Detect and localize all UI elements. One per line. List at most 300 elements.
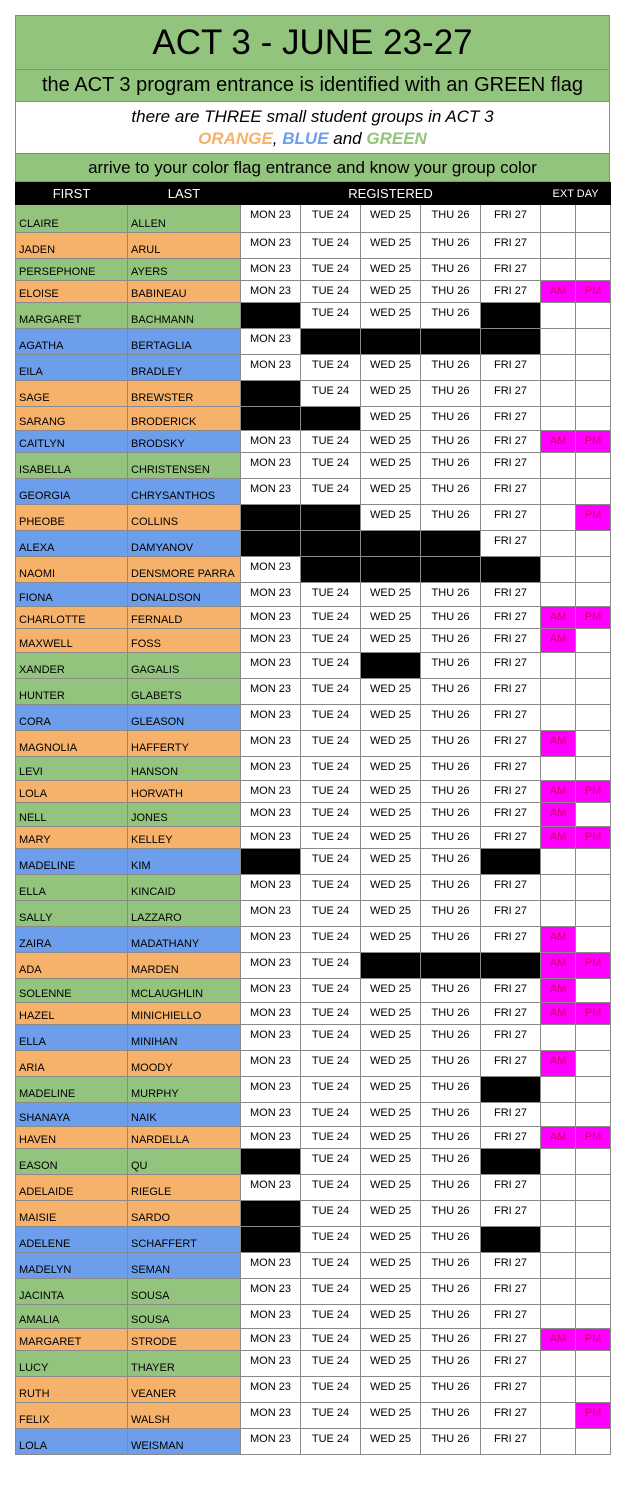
first-name-cell: JACINTA <box>16 1279 128 1305</box>
registered-day-cell: THU 26 <box>421 731 481 757</box>
registered-day-cell: TUE 24 <box>301 1127 361 1149</box>
ext-day-pm-cell <box>576 1103 611 1127</box>
table-row <box>16 453 611 479</box>
registered-day-cell: FRI 27 <box>481 731 541 757</box>
not-registered-cell <box>421 531 481 557</box>
first-name-cell: RUTH <box>16 1377 128 1403</box>
last-name-cell: GLABETS <box>128 679 241 705</box>
not-registered-cell <box>301 329 361 355</box>
registered-day-cell: TUE 24 <box>301 1103 361 1127</box>
registered-day-cell: FRI 27 <box>481 1403 541 1429</box>
registered-day-cell: WED 25 <box>361 1253 421 1279</box>
registered-day-cell: WED 25 <box>361 679 421 705</box>
registered-day-cell: TUE 24 <box>301 1305 361 1329</box>
ext-day-pm-cell <box>576 1149 611 1175</box>
groups-line-1: there are THREE small student groups in ACT 3 <box>131 107 494 126</box>
ext-day-am-cell <box>541 1377 576 1403</box>
registered-day-cell: TUE 24 <box>301 233 361 259</box>
last-name-cell: KINCAID <box>128 875 241 901</box>
ext-day-pm-cell <box>576 803 611 827</box>
table-row <box>16 1077 611 1103</box>
last-name-cell: FOSS <box>128 629 241 653</box>
registered-day-cell: FRI 27 <box>481 431 541 453</box>
last-name-cell: BACHMANN <box>128 303 241 329</box>
last-name-cell: KIM <box>128 849 241 875</box>
registered-day-cell: TUE 24 <box>301 281 361 303</box>
registered-day-cell: THU 26 <box>421 979 481 1003</box>
registered-day-cell: TUE 24 <box>301 1025 361 1051</box>
registered-day-cell: FRI 27 <box>481 653 541 679</box>
ext-day-pm-cell <box>576 453 611 479</box>
ext-day-am-cell: AM <box>541 1003 576 1025</box>
ext-day-am-cell <box>541 1351 576 1377</box>
first-name-cell: ADA <box>16 953 128 979</box>
first-name-cell: SOLENNE <box>16 979 128 1003</box>
ext-day-am-cell <box>541 757 576 781</box>
registered-day-cell: FRI 27 <box>481 1051 541 1077</box>
registered-day-cell: MON 23 <box>241 1077 301 1103</box>
registered-day-cell: WED 25 <box>361 705 421 731</box>
registered-day-cell: MON 23 <box>241 355 301 381</box>
ext-day-am-cell: AM <box>541 629 576 653</box>
registered-day-cell: FRI 27 <box>481 781 541 803</box>
registered-day-cell: MON 23 <box>241 1305 301 1329</box>
registered-day-cell: MON 23 <box>241 1051 301 1077</box>
last-name-cell: MOODY <box>128 1051 241 1077</box>
ext-day-am-cell: AM <box>541 927 576 953</box>
group-orange-label: ORANGE <box>198 129 273 148</box>
registered-day-cell: WED 25 <box>361 233 421 259</box>
last-name-cell: FERNALD <box>128 607 241 629</box>
first-name-cell: JADEN <box>16 233 128 259</box>
registered-day-cell: WED 25 <box>361 1149 421 1175</box>
registered-day-cell: WED 25 <box>361 355 421 381</box>
registered-day-cell: THU 26 <box>421 629 481 653</box>
ext-day-am-cell: AM <box>541 1127 576 1149</box>
first-name-cell: AGATHA <box>16 329 128 355</box>
ext-day-pm-cell <box>576 629 611 653</box>
table-row <box>16 329 611 355</box>
table-row <box>16 1429 611 1455</box>
first-name-cell: LOLA <box>16 781 128 803</box>
registered-day-cell: MON 23 <box>241 1429 301 1455</box>
last-name-cell: BABINEAU <box>128 281 241 303</box>
registered-day-cell: THU 26 <box>421 653 481 679</box>
registered-day-cell: MON 23 <box>241 875 301 901</box>
table-row <box>16 979 611 1003</box>
ext-day-am-cell <box>541 205 576 233</box>
table-row <box>16 901 611 927</box>
last-name-cell: MADATHANY <box>128 927 241 953</box>
registered-day-cell: MON 23 <box>241 803 301 827</box>
ext-day-pm-cell <box>576 329 611 355</box>
table-row <box>16 757 611 781</box>
registered-day-cell: WED 25 <box>361 827 421 849</box>
registered-day-cell: TUE 24 <box>301 901 361 927</box>
registered-day-cell: TUE 24 <box>301 803 361 827</box>
registered-day-cell: THU 26 <box>421 431 481 453</box>
first-name-cell: NELL <box>16 803 128 827</box>
registered-day-cell: TUE 24 <box>301 583 361 607</box>
groups-line-2 <box>198 128 427 150</box>
registered-day-cell: MON 23 <box>241 233 301 259</box>
registered-day-cell: MON 23 <box>241 1175 301 1201</box>
ext-day-pm-cell <box>576 1051 611 1077</box>
registered-day-cell: WED 25 <box>361 1279 421 1305</box>
first-name-cell: HAZEL <box>16 1003 128 1025</box>
table-row <box>16 849 611 875</box>
registered-day-cell: FRI 27 <box>481 1003 541 1025</box>
registered-day-cell: THU 26 <box>421 1175 481 1201</box>
registered-day-cell: WED 25 <box>361 927 421 953</box>
not-registered-cell <box>361 653 421 679</box>
ext-day-am-cell <box>541 303 576 329</box>
registered-day-cell: TUE 24 <box>301 1149 361 1175</box>
registered-day-cell: TUE 24 <box>301 1351 361 1377</box>
registered-day-cell: THU 26 <box>421 583 481 607</box>
entrance-note: the ACT 3 program entrance is identified with an GREEN flag <box>15 69 610 101</box>
ext-day-pm-cell <box>576 531 611 557</box>
not-registered-cell <box>241 849 301 875</box>
not-registered-cell <box>241 1227 301 1253</box>
registered-day-cell: TUE 24 <box>301 431 361 453</box>
last-name-cell: MARDEN <box>128 953 241 979</box>
ext-day-pm-cell <box>576 1201 611 1227</box>
first-name-cell: EASON <box>16 1149 128 1175</box>
registered-day-cell: TUE 24 <box>301 653 361 679</box>
first-name-cell: MAISIE <box>16 1201 128 1227</box>
first-name-cell: FIONA <box>16 583 128 607</box>
ext-day-pm-cell: PM <box>576 281 611 303</box>
registered-day-cell: THU 26 <box>421 1351 481 1377</box>
registered-day-cell: FRI 27 <box>481 607 541 629</box>
first-name-cell: SAGE <box>16 381 128 407</box>
last-name-cell: GAGALIS <box>128 653 241 679</box>
registered-day-cell: THU 26 <box>421 679 481 705</box>
last-name-cell: BRODERICK <box>128 407 241 431</box>
last-name-cell: COLLINS <box>128 505 241 531</box>
registered-day-cell: THU 26 <box>421 407 481 431</box>
registered-day-cell: MON 23 <box>241 731 301 757</box>
registered-day-cell: FRI 27 <box>481 757 541 781</box>
ext-day-am-cell <box>541 355 576 381</box>
registered-day-cell: WED 25 <box>361 979 421 1003</box>
last-name-cell: NAIK <box>128 1103 241 1127</box>
page-title: ACT 3 - JUNE 23-27 <box>15 15 610 69</box>
last-name-cell: DONALDSON <box>128 583 241 607</box>
ext-day-am-cell <box>541 479 576 505</box>
registered-day-cell: FRI 27 <box>481 901 541 927</box>
ext-day-pm-cell <box>576 259 611 281</box>
registered-day-cell: FRI 27 <box>481 1175 541 1201</box>
first-name-cell: MADELYN <box>16 1253 128 1279</box>
table-row <box>16 705 611 731</box>
registered-day-cell: TUE 24 <box>301 1201 361 1227</box>
registered-day-cell: THU 26 <box>421 1377 481 1403</box>
first-name-cell: LOLA <box>16 1429 128 1455</box>
ext-day-pm-cell <box>576 233 611 259</box>
registered-day-cell: THU 26 <box>421 1201 481 1227</box>
first-name-cell: MARY <box>16 827 128 849</box>
registered-day-cell: THU 26 <box>421 849 481 875</box>
last-name-cell: BREWSTER <box>128 381 241 407</box>
registered-day-cell: FRI 27 <box>481 875 541 901</box>
ext-day-pm-cell <box>576 205 611 233</box>
not-registered-cell <box>241 1201 301 1227</box>
ext-day-am-cell <box>541 1279 576 1305</box>
registered-day-cell: TUE 24 <box>301 1403 361 1429</box>
registered-day-cell: FRI 27 <box>481 679 541 705</box>
not-registered-cell <box>361 557 421 583</box>
table-row <box>16 653 611 679</box>
table-row <box>16 259 611 281</box>
first-name-cell: GEORGIA <box>16 479 128 505</box>
ext-day-am-cell: AM <box>541 607 576 629</box>
table-row <box>16 1227 611 1253</box>
ext-day-pm-cell <box>576 1175 611 1201</box>
registered-day-cell: FRI 27 <box>481 1201 541 1227</box>
table-header <box>16 183 611 205</box>
registered-day-cell: THU 26 <box>421 1227 481 1253</box>
not-registered-cell <box>241 303 301 329</box>
registered-day-cell: TUE 24 <box>301 679 361 705</box>
group-blue-label: BLUE <box>282 129 329 148</box>
registered-day-cell: TUE 24 <box>301 1175 361 1201</box>
registered-day-cell: TUE 24 <box>301 757 361 781</box>
ext-day-am-cell <box>541 329 576 355</box>
last-name-cell: SEMAN <box>128 1253 241 1279</box>
registered-day-cell: MON 23 <box>241 205 301 233</box>
not-registered-cell <box>481 849 541 875</box>
table-row <box>16 607 611 629</box>
registered-day-cell: TUE 24 <box>301 607 361 629</box>
instruction-note: arrive to your color flag entrance and know your group color <box>15 153 610 182</box>
ext-day-am-cell: AM <box>541 953 576 979</box>
not-registered-cell <box>481 1227 541 1253</box>
first-name-cell: MADELINE <box>16 1077 128 1103</box>
table-row <box>16 1403 611 1429</box>
registered-day-cell: WED 25 <box>361 757 421 781</box>
registered-day-cell: MON 23 <box>241 927 301 953</box>
ext-day-pm-cell: PM <box>576 431 611 453</box>
first-name-cell: ELOISE <box>16 281 128 303</box>
table-row <box>16 1003 611 1025</box>
first-name-cell: CHARLOTTE <box>16 607 128 629</box>
table-row <box>16 1201 611 1227</box>
first-name-cell: CORA <box>16 705 128 731</box>
registered-day-cell: FRI 27 <box>481 259 541 281</box>
ext-day-pm-cell <box>576 583 611 607</box>
registered-day-cell: FRI 27 <box>481 629 541 653</box>
first-name-cell: ADELENE <box>16 1227 128 1253</box>
last-name-cell: MURPHY <box>128 1077 241 1103</box>
not-registered-cell <box>481 303 541 329</box>
last-name-cell: QU <box>128 1149 241 1175</box>
header-ext-day: EXT DAY <box>541 183 611 205</box>
registered-day-cell: MON 23 <box>241 607 301 629</box>
registered-day-cell: WED 25 <box>361 205 421 233</box>
first-name-cell: ELLA <box>16 875 128 901</box>
registered-day-cell: FRI 27 <box>481 979 541 1003</box>
ext-day-am-cell <box>541 583 576 607</box>
registered-day-cell: MON 23 <box>241 1003 301 1025</box>
registered-day-cell: FRI 27 <box>481 505 541 531</box>
registered-day-cell: WED 25 <box>361 505 421 531</box>
last-name-cell: SARDO <box>128 1201 241 1227</box>
table-row <box>16 1127 611 1149</box>
table-row <box>16 557 611 583</box>
not-registered-cell <box>241 531 301 557</box>
table-row <box>16 1351 611 1377</box>
ext-day-pm-cell <box>576 557 611 583</box>
registered-day-cell: MON 23 <box>241 281 301 303</box>
registered-day-cell: THU 26 <box>421 1149 481 1175</box>
ext-day-pm-cell <box>576 757 611 781</box>
last-name-cell: MINIHAN <box>128 1025 241 1051</box>
registered-day-cell: TUE 24 <box>301 731 361 757</box>
last-name-cell: THAYER <box>128 1351 241 1377</box>
comma: , <box>272 129 278 148</box>
registered-day-cell: TUE 24 <box>301 781 361 803</box>
registered-day-cell: TUE 24 <box>301 1279 361 1305</box>
not-registered-cell <box>241 1149 301 1175</box>
registered-day-cell: THU 26 <box>421 1253 481 1279</box>
registered-day-cell: MON 23 <box>241 901 301 927</box>
registered-day-cell: THU 26 <box>421 1077 481 1103</box>
table-row <box>16 531 611 557</box>
groups-note <box>15 101 610 153</box>
last-name-cell: CHRYSANTHOS <box>128 479 241 505</box>
ext-day-am-cell <box>541 1201 576 1227</box>
registered-day-cell: WED 25 <box>361 407 421 431</box>
registered-day-cell: THU 26 <box>421 1003 481 1025</box>
ext-day-am-cell <box>541 1103 576 1127</box>
registered-day-cell: MON 23 <box>241 679 301 705</box>
registered-day-cell: MON 23 <box>241 827 301 849</box>
not-registered-cell <box>241 407 301 431</box>
registered-day-cell: FRI 27 <box>481 705 541 731</box>
not-registered-cell <box>361 953 421 979</box>
not-registered-cell <box>421 557 481 583</box>
ext-day-am-cell <box>541 1175 576 1201</box>
last-name-cell: CHRISTENSEN <box>128 453 241 479</box>
registered-day-cell: TUE 24 <box>301 979 361 1003</box>
ext-day-am-cell <box>541 1227 576 1253</box>
roster-sheet <box>15 15 610 1455</box>
registered-day-cell: FRI 27 <box>481 803 541 827</box>
table-row <box>16 431 611 453</box>
table-row <box>16 1253 611 1279</box>
registered-day-cell: TUE 24 <box>301 629 361 653</box>
registered-day-cell: MON 23 <box>241 1351 301 1377</box>
last-name-cell: BRADLEY <box>128 355 241 381</box>
last-name-cell: KELLEY <box>128 827 241 849</box>
ext-day-am-cell <box>541 531 576 557</box>
registered-day-cell: WED 25 <box>361 479 421 505</box>
first-name-cell: NAOMI <box>16 557 128 583</box>
registered-day-cell: WED 25 <box>361 781 421 803</box>
ext-day-pm-cell <box>576 875 611 901</box>
registered-day-cell: WED 25 <box>361 1077 421 1103</box>
last-name-cell: SOUSA <box>128 1305 241 1329</box>
registered-day-cell: THU 26 <box>421 1329 481 1351</box>
last-name-cell: ALLEN <box>128 205 241 233</box>
ext-day-pm-cell <box>576 679 611 705</box>
registered-day-cell: MON 23 <box>241 1329 301 1351</box>
ext-day-pm-cell <box>576 407 611 431</box>
not-registered-cell <box>421 329 481 355</box>
registered-day-cell: TUE 24 <box>301 1227 361 1253</box>
not-registered-cell <box>361 329 421 355</box>
ext-day-am-cell: AM <box>541 731 576 757</box>
first-name-cell: SALLY <box>16 901 128 927</box>
ext-day-am-cell <box>541 1077 576 1103</box>
registered-day-cell: WED 25 <box>361 629 421 653</box>
registered-day-cell: FRI 27 <box>481 1025 541 1051</box>
ext-day-pm-cell: PM <box>576 827 611 849</box>
ext-day-am-cell <box>541 679 576 705</box>
registered-day-cell: MON 23 <box>241 431 301 453</box>
registered-day-cell: WED 25 <box>361 901 421 927</box>
first-name-cell: SHANAYA <box>16 1103 128 1127</box>
registered-day-cell: TUE 24 <box>301 1051 361 1077</box>
table-row <box>16 953 611 979</box>
last-name-cell: BRODSKY <box>128 431 241 453</box>
registered-day-cell: WED 25 <box>361 453 421 479</box>
registered-day-cell: WED 25 <box>361 1377 421 1403</box>
ext-day-pm-cell <box>576 1253 611 1279</box>
registered-day-cell: THU 26 <box>421 233 481 259</box>
registered-day-cell: THU 26 <box>421 1429 481 1455</box>
registered-day-cell: THU 26 <box>421 381 481 407</box>
ext-day-am-cell: AM <box>541 281 576 303</box>
ext-day-pm-cell: PM <box>576 953 611 979</box>
registered-day-cell: THU 26 <box>421 1279 481 1305</box>
header-registered: REGISTERED <box>241 183 541 205</box>
registered-day-cell: THU 26 <box>421 607 481 629</box>
first-name-cell: XANDER <box>16 653 128 679</box>
last-name-cell: HANSON <box>128 757 241 781</box>
registered-day-cell: FRI 27 <box>481 1429 541 1455</box>
ext-day-pm-cell <box>576 653 611 679</box>
table-row <box>16 1329 611 1351</box>
registered-day-cell: MON 23 <box>241 1127 301 1149</box>
registered-day-cell: THU 26 <box>421 927 481 953</box>
registered-day-cell: FRI 27 <box>481 927 541 953</box>
registered-day-cell: WED 25 <box>361 259 421 281</box>
table-row <box>16 1103 611 1127</box>
ext-day-am-cell <box>541 1403 576 1429</box>
registered-day-cell: FRI 27 <box>481 1305 541 1329</box>
not-registered-cell <box>241 505 301 531</box>
table-row <box>16 505 611 531</box>
registered-day-cell: MON 23 <box>241 653 301 679</box>
registered-day-cell: TUE 24 <box>301 303 361 329</box>
table-row <box>16 303 611 329</box>
last-name-cell: WEISMAN <box>128 1429 241 1455</box>
registered-day-cell: WED 25 <box>361 1127 421 1149</box>
ext-day-pm-cell: PM <box>576 1003 611 1025</box>
ext-day-am-cell <box>541 505 576 531</box>
table-row <box>16 927 611 953</box>
registered-day-cell: THU 26 <box>421 781 481 803</box>
registered-day-cell: TUE 24 <box>301 849 361 875</box>
ext-day-am-cell: AM <box>541 1329 576 1351</box>
first-name-cell: MADELINE <box>16 849 128 875</box>
not-registered-cell <box>301 407 361 431</box>
not-registered-cell <box>301 505 361 531</box>
registered-day-cell: WED 25 <box>361 1403 421 1429</box>
